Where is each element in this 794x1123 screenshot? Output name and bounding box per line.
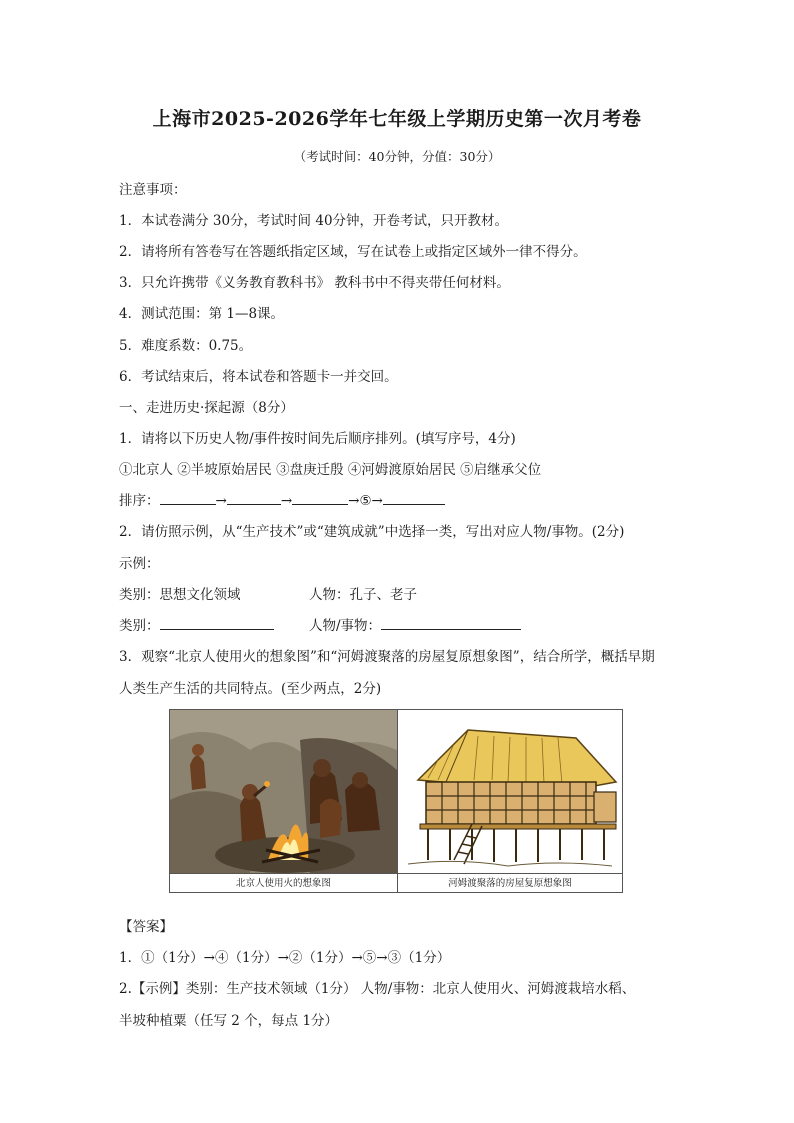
arrow: → [215, 493, 227, 509]
question-3-figure [169, 709, 623, 893]
section-heading: 一、走进历史·探起源（8分） [119, 400, 294, 416]
question-2-example-label: 示例： [119, 556, 160, 572]
notice-heading: 注意事项： [119, 182, 187, 198]
category-label: 类别： [119, 618, 160, 634]
notice-item: 4．测试范围：第 1—8课。 [119, 306, 285, 322]
exam-title: 上海市2025-2026学年七年级上学期历史第一次月考卷 [152, 108, 642, 130]
caption-right: 河姆渡聚落的房屋复原想象图 [448, 878, 572, 889]
question-2-category-row [119, 614, 274, 634]
answer-blank[interactable] [227, 490, 281, 505]
figure-caption-row [170, 873, 622, 893]
question-1-stem: 1．请将以下历史人物/事件按时间先后顺序排列。(填写序号，4分) [119, 431, 516, 447]
question-3-stem-line1: 3．观察“北京人使用火的想象图”和“河姆渡聚落的房屋复原想象图”，结合所学，概括早期 [119, 649, 655, 665]
hemudu-house-image [398, 710, 622, 874]
answer-2-line1: 2.【示例】类别：生产技术领域（1分） 人物/事物：北京人使用火、河姆渡栽培水稻、 [119, 981, 636, 997]
fixed-answer: ⑤ [359, 493, 372, 509]
answer-blank[interactable] [292, 490, 348, 505]
notice-item: 6．考试结束后，将本试卷和答题卡一并交回。 [119, 369, 398, 385]
caption-left: 北京人使用火的想象图 [170, 874, 398, 893]
notice-item: 5．难度系数：0.75。 [119, 338, 253, 354]
notice-item: 3．只允许携带《义务教育教科书》 教科书中不得夹带任何材料。 [119, 275, 510, 291]
sort-label: 排序： [119, 493, 160, 509]
arrow: → [348, 493, 360, 509]
arrow: → [280, 493, 293, 509]
question-3-stem-line2: 人类生产生活的共同特点。(至少两点，2分) [119, 681, 382, 697]
people-blank[interactable] [381, 615, 521, 630]
people-label: 人物/事物： [309, 618, 382, 634]
answer-2-line2: 半坡种植粟（任写 2 个，每点 1分） [119, 1013, 339, 1029]
answer-heading: 【答案】 [119, 919, 173, 935]
category-blank[interactable] [160, 615, 274, 630]
question-1-sort-row [119, 489, 445, 509]
arrow: → [371, 493, 383, 509]
answer-blank[interactable] [160, 490, 216, 505]
question-1-options: ①北京人 ②半坡原始居民 ③盘庚迁殷 ④河姆渡原始居民 ⑤启继承父位 [119, 462, 542, 478]
peking-man-fire-image [170, 710, 398, 874]
notice-item: 2．请将所有答卷写在答题纸指定区域，写在试卷上或指定区域外一律不得分。 [119, 244, 587, 260]
question-2-people-row [309, 614, 521, 634]
answer-blank[interactable] [383, 490, 445, 505]
question-2-example-people: 人物：孔子、老子 [309, 587, 417, 603]
notice-item: 1．本试卷满分 30分，考试时间 40分钟，开卷考试，只开教材。 [119, 213, 509, 229]
answer-1: 1．①（1分）→④（1分）→②（1分）→⑤→③（1分） [119, 950, 451, 966]
question-2-stem: 2．请仿照示例，从“生产技术”或“建筑成就”中选择一类，写出对应人物/事物。(2分) [119, 524, 625, 540]
question-2-example-category: 类别：思想文化领域 [119, 587, 241, 603]
exam-subtitle: （考试时间：40分钟，分值：30分） [293, 149, 501, 164]
